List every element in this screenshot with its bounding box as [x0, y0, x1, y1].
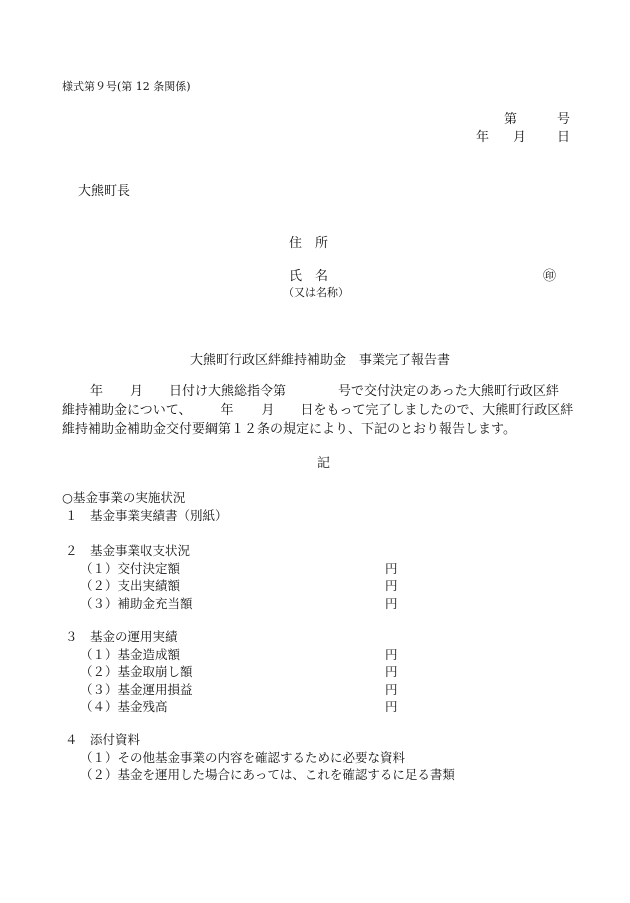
unit-yen: 円 — [385, 560, 398, 576]
unit-yen: 円 — [385, 578, 398, 593]
ki-heading: 記 — [317, 456, 331, 471]
form-label: 様式第９号(第 12 条関係) — [62, 80, 191, 93]
number-prefix: 第 — [504, 112, 518, 127]
section-1: １ 基金事業実績書（別紙） — [65, 508, 228, 523]
section-4-heading-text: ４ 添付資料 — [65, 732, 141, 747]
unit-yen: 円 — [385, 664, 398, 679]
item-attachment-2: （２）基金を運用した場合にあっては、これを確認するに足る書類 — [80, 767, 455, 782]
seal-mark: ㊞ — [543, 269, 557, 284]
name-label: 氏 名 — [289, 269, 329, 284]
body-line-2 — [62, 401, 602, 420]
name-note: （又は名称） — [283, 286, 349, 299]
body-year-2: 年 — [220, 403, 234, 418]
section-2-heading-text: ２ 基金事業収支状況 — [65, 543, 191, 558]
body-subject: 維持補助金について、 — [62, 403, 192, 418]
section-heading: ○基金事業の実施状況 — [62, 490, 186, 505]
unit-yen: 円 — [385, 595, 398, 611]
body-line-3: 維持補助金補助金交付要綱第１２条の規定により、下記のとおり報告します。 — [62, 422, 516, 437]
item-attachment-1: （１）その他基金事業の内容を確認するために必要な資料 — [80, 749, 406, 765]
date-day: 日 — [557, 130, 571, 145]
date-year: 年 — [476, 130, 490, 145]
item-grant-decision: （１）交付決定額 — [80, 560, 181, 576]
item-fund-withdrawal: （２）基金取崩し額 — [80, 664, 193, 679]
body-year-1: 年 — [90, 384, 104, 399]
unit-yen: 円 — [385, 681, 398, 697]
body-month-2: 月 — [261, 403, 275, 418]
item-fund-creation: （１）基金造成額 — [80, 646, 181, 662]
body-line-1 — [62, 382, 602, 401]
date-month: 月 — [513, 130, 527, 145]
body-order-ref: 日付け大熊総指令第 — [169, 384, 287, 399]
number-suffix: 号 — [557, 112, 571, 127]
section-3-heading-text: ３ 基金の運用実績 — [65, 629, 178, 644]
report-body — [62, 382, 602, 439]
item-fund-gain-loss: （３）基金運用損益 — [80, 681, 193, 697]
body-decision: 号で交付決定のあった大熊町行政区絆 — [338, 384, 559, 399]
body-month-1: 月 — [130, 384, 144, 399]
body-completion: 日をもって完了しましたので、大熊町行政区絆 — [300, 403, 574, 418]
unit-yen: 円 — [385, 699, 398, 714]
item-fund-balance: （４）基金残高 — [80, 699, 168, 714]
item-subsidy-allocation: （３）補助金充当額 — [80, 595, 193, 611]
item-expenditure: （２）支出実績額 — [80, 578, 181, 593]
address-label: 住 所 — [289, 236, 329, 251]
document-title: 大熊町行政区絆維持補助金 事業完了報告書 — [190, 353, 451, 368]
recipient: 大熊町長 — [78, 184, 131, 199]
unit-yen: 円 — [385, 646, 398, 662]
